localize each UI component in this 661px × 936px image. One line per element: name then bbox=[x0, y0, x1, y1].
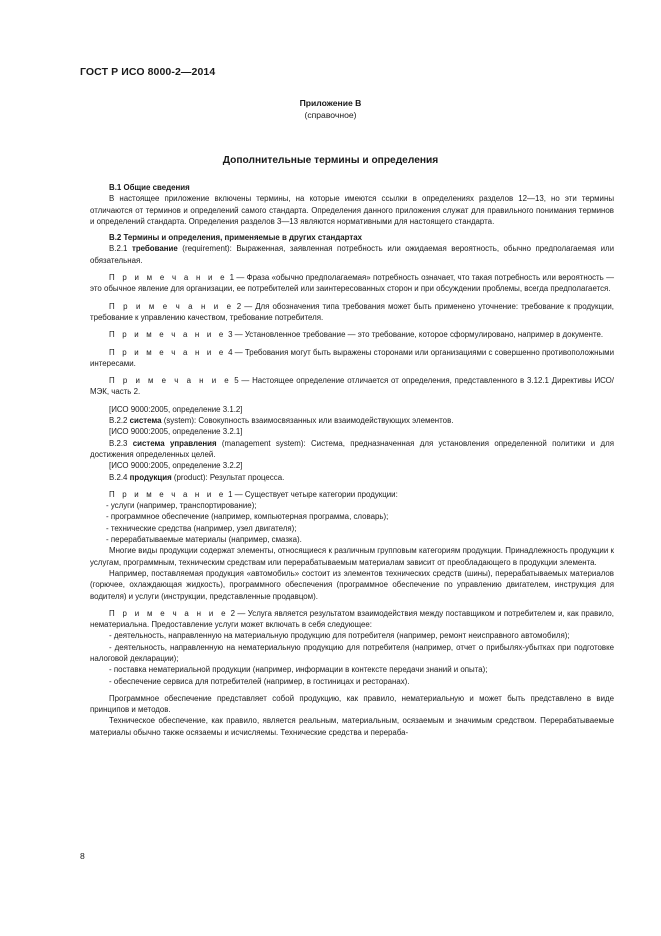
note-3-text: 3 — Установленное требование — это требование, которое сформулировано, например в документе. bbox=[225, 330, 604, 340]
product-note-1-text: 1 — Существует четыре категории продукции: bbox=[225, 489, 398, 499]
product-note-2-text: 2 — Услуга является результатом взаимодействия между поставщиком и потребителем и, как правило, нематериальна. Предоставление услуги может включать в себя следующее: bbox=[90, 608, 614, 630]
note-label: П р и м е ч а н и е bbox=[109, 489, 226, 499]
list-item: - деятельность, направленную на нематериальную продукцию для потребителя (например, отчет о прибылях-убытках при подготовке налоговой декларации); bbox=[90, 642, 614, 663]
note-label: П р и м е ч а н и е bbox=[109, 608, 229, 618]
product-note-2 bbox=[90, 608, 614, 631]
note-2-text: 2 — Для обозначения типа требования может быть применено уточнение: требование к продукции, требование к управлению качеством, требование потребителя. bbox=[90, 301, 614, 322]
list-item: - технические средства (например, узел двигателя); bbox=[106, 523, 297, 533]
source-ref-2: [ИСО 9000:2005, определение 3.2.1] bbox=[109, 427, 243, 437]
b23-number: В.2.3 bbox=[109, 438, 128, 448]
b21-term: требование bbox=[131, 244, 178, 254]
list-item: - обеспечение сервиса для потребителей (например, в гостиницах и ресторанах). bbox=[109, 676, 410, 686]
annex-heading bbox=[0, 98, 661, 121]
paragraph-example: Например, поставляемая продукция «автомобиль» состоит из элементов технических средств (шины), перерабатываемых материалов (горючее, охлаждающая жидкость), программного обеспечения (программное обеспечение по управлению двигателем, инструкция для водителя) и услуги (инструкции, представленные продавцом). bbox=[90, 568, 614, 601]
b24-text: (product): Результат процесса. bbox=[171, 472, 285, 482]
note-label: П р и м е ч а н и е bbox=[109, 330, 226, 340]
b21-text: (requirement): Выраженная, заявленная потребность или ожидаемая вероятность, обычно предполагаемая или обязательная. bbox=[90, 244, 614, 265]
note-4-text: 4 — Требования могут быть выражены сторонами или организациями с совершенно противоположными интересами. bbox=[90, 347, 614, 368]
source-ref-1: [ИСО 9000:2005, определение 3.1.2] bbox=[109, 404, 243, 414]
note-label: П р и м е ч а н и е bbox=[109, 301, 234, 311]
b1-heading: В.1 Общие сведения bbox=[109, 183, 190, 192]
b2-heading: В.2 Термины и определения, применяемые в других стандартах bbox=[109, 233, 363, 243]
b21-definition bbox=[90, 243, 614, 266]
note-5 bbox=[90, 375, 614, 398]
source-ref-3: [ИСО 9000:2005, определение 3.2.2] bbox=[109, 461, 243, 471]
note-label: П р и м е ч а н и е bbox=[109, 347, 226, 357]
note-label: П р и м е ч а н и е bbox=[109, 376, 232, 386]
document-body bbox=[90, 182, 614, 738]
note-1-text: 1 — Фраза «обычно предполагаемая» потребность означает, что такая потребность или вероятность — это обычное явление для организации, ее потребителей или заинтересованных сторон и при обсуждении проблемы, всегда предполагается. bbox=[90, 273, 614, 294]
paragraph-many-kinds: Многие виды продукции содержат элементы, относящиеся к различным групповым категориям продукции. Принадлежность продукции к услугам, программным, техническим средствам или перерабатываемым материалам зависит от преобладающего в продукции элемента. bbox=[90, 546, 614, 567]
b22-definition bbox=[90, 415, 614, 426]
b22-term: система bbox=[129, 416, 162, 426]
note-4 bbox=[90, 347, 614, 370]
note-label: П р и м е ч а н и е bbox=[109, 273, 228, 283]
note-1 bbox=[90, 272, 614, 295]
paragraph-hardware: Техническое обеспечение, как правило, является реальным, материальным, осязаемым и значимым средством. Перерабатываемые материалы обычно также осязаемы и исчисляемы. Технические средства и перераба- bbox=[90, 716, 614, 737]
list-item: - деятельность, направленную на материальную продукцию для потребителя (например, ремонт неисправного автомобиля); bbox=[109, 631, 570, 641]
b21-number: В.2.1 bbox=[109, 244, 128, 254]
list-item: - программное обеспечение (например, компьютерная программа, словарь); bbox=[106, 512, 389, 522]
b24-definition bbox=[90, 472, 614, 483]
b23-text: (management system): Система, предназначенная для установления определенной политики и для достижения определенных целей. bbox=[90, 438, 615, 459]
list-item: - перерабатываемые материалы (например, смазка). bbox=[106, 535, 302, 545]
section-title: Дополнительные термины и определения bbox=[222, 155, 439, 166]
note-3 bbox=[90, 329, 614, 340]
annex-title: Приложение В bbox=[299, 98, 362, 108]
product-note-1 bbox=[90, 489, 614, 500]
b1-paragraph: В настоящее приложение включены термины, на которые имеются ссылки в определениях разделов 12—13, но эти термины отличаются от терминов и определений самого стандарта. Определения данного приложения служат для правильного понимания терминов и определений стандарта. Определения разделов 3—13 являются нормативными для настоящего стандарта. bbox=[90, 194, 614, 226]
b23-term: система управления bbox=[132, 438, 217, 448]
annex-kind: (справочное) bbox=[304, 109, 357, 120]
list-item: - поставка нематериальной продукции (например, информации в контексте передачи знаний и опыта); bbox=[109, 665, 488, 675]
standard-header: ГОСТ Р ИСО 8000-2—2014 bbox=[80, 66, 216, 78]
b23-definition bbox=[90, 438, 614, 461]
list-item: - услуги (например, транспортирование); bbox=[106, 501, 257, 511]
page-number: 8 bbox=[80, 851, 85, 861]
note-2 bbox=[90, 301, 614, 324]
paragraph-software: Программное обеспечение представляет собой продукцию, как правило, нематериальную и может быть представлено в виде принципов и методов. bbox=[90, 693, 614, 715]
note-5-text: 5 — Настоящее определение отличается от определения, представленного в 3.12.1 Директивы ИСО/МЭК, часть 2. bbox=[90, 376, 615, 397]
b22-number: В.2.2 bbox=[109, 416, 128, 426]
b22-text: (system): Совокупность взаимосвязанных или взаимодействующих элементов. bbox=[161, 416, 454, 426]
b24-number: В.2.4 bbox=[109, 472, 128, 482]
b24-term: продукция bbox=[129, 472, 172, 482]
